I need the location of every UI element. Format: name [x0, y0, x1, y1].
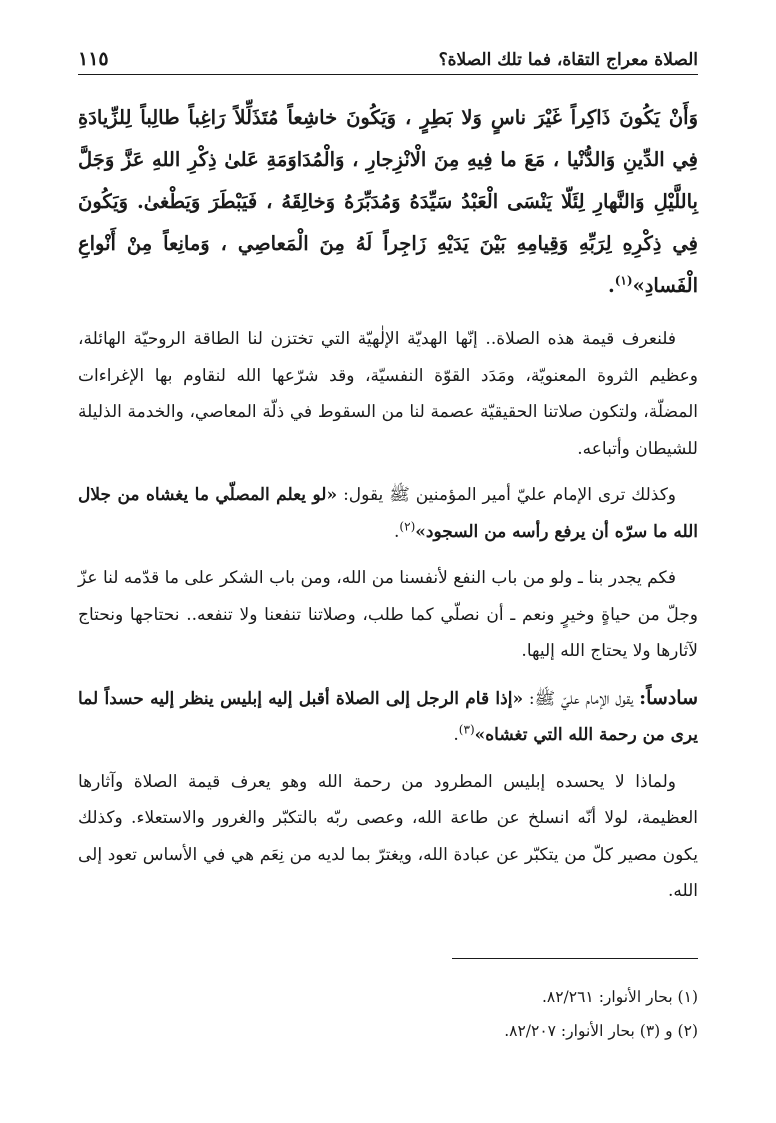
footnote-ref-3: (٣) — [458, 722, 475, 737]
footnote-1: (١) بحار الأنوار: ٨٢/٢٦١. — [541, 988, 698, 1006]
paragraph-4-intro: يقول الإمام عليّ ﷺ: — [528, 688, 634, 709]
footnotes — [78, 980, 698, 1048]
footnote-2: (٢) و (٣) بحار الأنوار: ٨٢/٢٠٧. — [504, 1022, 698, 1040]
paragraph-4-lead: سادساً: — [639, 686, 699, 709]
footnote-divider — [452, 958, 698, 959]
paragraph-2 — [78, 477, 698, 550]
running-header — [78, 34, 698, 75]
paragraph-4-quote: «إذا قام الرجل إلى الصلاة أقبل إليه إبليس ينظر إليه حسداً لما يرى من رحمة الله التي تغشاه» — [78, 688, 698, 745]
paragraph-4-end: . — [453, 725, 459, 745]
paragraph-2-intro: وكذلك ترى الإمام عليّ أمير المؤمنين ﷺ يقول: — [343, 485, 677, 505]
paragraph-5: ولماذا لا يحسده إبليس المطرود من رحمة الله وهو يعرف قيمة الصلاة وآثارها العظيمة، لولا أنّه انسلخ عن طاعة الله، وعصى ربّه بالتكبّر والغرور والاستعلاء. وكذلك يكون مصير كلّ من يتكبّر عن عبادة الله، ويغترّ بما لديه من نِعَم هي في الأساس تعود إلى الله. — [78, 771, 698, 901]
running-header-title: الصلاة معراج التقاة، فما تلك الصلاة؟ — [438, 50, 698, 70]
paragraph-3: فكم يجدر بنا ـ ولو من باب النفع لأنفسنا من الله، ومن باب الشكر على ما قدّمه لنا عزّ وجلّ من حياةٍ وخيرٍ ونعم ـ أن نصلّي كما طلب، وصلاتنا تنفعنا ولا تنفعه.. نحتاجها ونحتاج لآثارها ولا يحتاج الله إليها. — [78, 568, 698, 661]
page-number: ١١٥ — [78, 48, 109, 70]
paragraph-2-quote: «لو يعلم المصلّي ما يغشاه من جلال الله ما سرّه أن يرفع رأسه من السجود» — [78, 485, 698, 542]
paragraph-4 — [78, 680, 698, 754]
page — [78, 34, 698, 920]
footnote-ref-1: (١) — [614, 273, 633, 288]
paragraph-2-end: . — [394, 521, 400, 542]
paragraph-1: فلنعرف قيمة هذه الصلاة.. إنّها الهديّة الإلٰهيّة التي تختزن لنا الطاقة الروحيّة الهائلة، وعظيم الثروة المعنويّة، ومَدَد القوّة النفسيّة، وقد شرّعها الله لنقاوم بها الإغراءات المضلّة، ولتكون صلاتنا الحقيقيّة عصمة لنا من السقوط في ذلّة المعاصي، والخدمة الذليلة للشيطان وأتباعه. — [78, 329, 698, 459]
quote-block-text: وَأَنْ يَكُونَ ذَاكِراً غَيْرَ ناسٍ وَلا بَطِرٍ ، وَيَكُونَ خاشِعاً مُتَذَلِّلاً رَاغِباً طالِباً لِلزِّيادَةِ فِي الدِّينِ وَالدُّنْيا ، مَعَ ما فِيهِ مِنَ الْانْزِجارِ ، وَالْمُدَاوَمَةِ عَلىٰ ذِكْرِ اللهِ عَزَّ وَجَلَّ بِاللَّيْلِ وَالنَّهارِ لِئَلّا يَنْسَى الْعَبْدُ سَيِّدَهُ وَمُدَبِّرَهُ وَخالِقَهُ ، فَيَبْطَرَ وَيَطْغىٰ. وَيَكُونَ فِي ذِكْرِهِ لِرَبِّهِ وَقِيامِهِ بَيْنَ يَدَيْهِ زَاجِراً لَهُ مِنَ الْمَعاصِي ، وَمانِعاً مِنْ أَنْواعِ الْفَسادِ» — [78, 106, 698, 297]
footnote-ref-2: (٢) — [399, 518, 416, 533]
quote-block: وَأَنْ يَكُونَ ذَاكِراً غَيْرَ ناسٍ وَلا بَطِرٍ ، وَيَكُونَ خاشِعاً مُتَذَلِّلاً رَاغِباً طالِباً لِلزِّيادَةِ فِي الدِّينِ وَالدُّنْيا ، مَعَ ما فِيهِ مِنَ الْانْزِجارِ ، وَالْمُدَاوَمَةِ عَلىٰ ذِكْرِ اللهِ عَزَّ وَجَلَّ بِاللَّيْلِ وَالنَّهارِ لِئَلّا يَنْسَى الْعَبْدُ سَيِّدَهُ وَمُدَبِّرَهُ وَخالِقَهُ ، فَيَبْطَرَ وَيَطْغىٰ. وَيَكُونَ فِي ذِكْرِهِ لِرَبِّهِ وَقِيامِهِ بَيْنَ يَدَيْهِ زَاجِراً لَهُ مِنَ الْمَعاصِي ، وَمانِعاً مِنْ أَنْواعِ الْفَسادِ»$^{(١)}$. — [78, 106, 698, 297]
